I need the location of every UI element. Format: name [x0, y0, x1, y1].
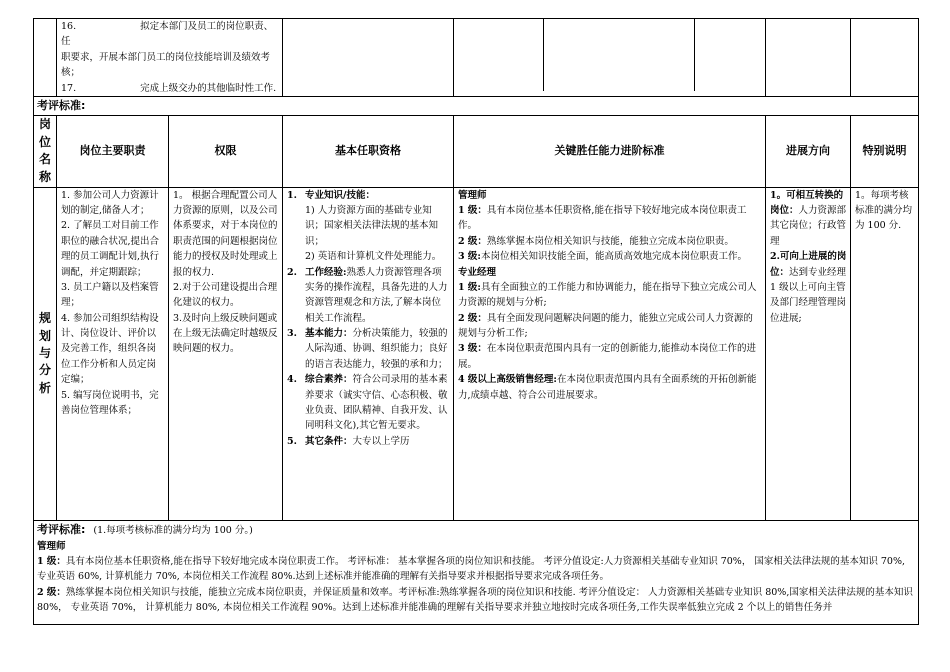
bottom-eval-cell [34, 520, 919, 624]
notes-cell [851, 187, 919, 520]
header-competency: 关键胜任能力进阶标准 [454, 115, 766, 187]
item-16-text: 拟定本部门及员工的岗位职责、任 [61, 21, 274, 48]
notes-text: 1。每项考核标准的满分均为 100 分. [855, 189, 913, 232]
manager-level-1-text: 具有本岗位基本任职资格,能在指导下较好地完成本岗位职责工作。 [458, 205, 747, 232]
job-description-table [33, 18, 919, 625]
qual-3-title: 基本能力： [305, 328, 353, 340]
qual-1-b: 2) 英语和计算机文件处理能力。 [305, 251, 442, 263]
competency-cell [454, 187, 766, 520]
header-qualification: 基本任职资格 [283, 115, 454, 187]
qualification-cell: 1. 专业知识/技能： 1) 人力资源方面的基础专业知识；国家相关法律法规的基本知识； 2) 英语和计算机文件处理能力。 2. 工作经验:熟悉人力资源管理各项实务的操作流程，具备先进的人力资源管理观念和方法,了解本岗位相关工作流程。 3. 基本能力：分析决策能力，较强的人际沟通、协调、组织能力；良好的语言表达能力，较强的承和力； 4. 综合素养：符合公司录用的基本素养要求（诚实守信、心态积极、敬业负责、团队精神、自我开发、认同明科文化),其它暂无要求。 5. 其它条件：大专以上学历 [283, 187, 454, 520]
duty-item: 4. 参加公司组织结构设计、岗位设计、评价以及完善工作，组织各岗位工作分析和人员定岗定编； [61, 312, 159, 386]
pro-level-3-text: 在本岗位职责范围内具有一定的创新能力,能推动本岗位工作的进展。 [458, 343, 756, 370]
continuation-row [34, 19, 919, 97]
authority-item: 1。 根据合理配置公司人力资源的原则，以及公司体系要求，对于本岗位的职责范围的问题根据岗位能力的授权及时处理或上报的权力. [173, 189, 278, 278]
bottom-level-1-text: 具有本岗位基本任职资格,能在指导下较好地完成本岗位职责工作。 考评标准： 基本掌握各项的岗位知识和技能。 考评分值设定:人力资源相关基础专业知识 70%， 国家相关法律法规的基本知识 70%, 专业英语 60%, 计算机能力 70%, 本岗位相关工作流程 80%.达到上述标准并能准确的理解有关指导要求并根据指导要求完成各项任务。 [37, 555, 906, 583]
bottom-eval-row [34, 520, 919, 624]
eval-standard-label: 考评标准: [34, 96, 919, 115]
manager-title: 管理师 [458, 189, 487, 201]
content-row [34, 187, 919, 520]
pro-level-2-text: 具有全面发现问题解决问题的能力，能独立完成公司人力资源的规划与分析工作; [458, 312, 753, 340]
pro-level-2-label: 2 级： [458, 312, 487, 324]
item-16-text-end: 核； [61, 67, 81, 79]
post-name-cell: 规划与分析 [34, 187, 57, 520]
qual-3-text: 分析决策能力，较强的人际沟通、协调、组织能力；良好的语言表达能力，较强的承和力； [305, 328, 448, 370]
qual-2-text: 熟悉人力资源管理各项实务的操作流程，具备先进的人力资源管理观念和方法,了解本岗位相关工作流程。 [305, 266, 448, 324]
duty-item: 5. 编写岗位说明书，完善岗位管理体系； [61, 389, 159, 416]
manager-level-1-label: 1 级： [458, 205, 487, 217]
manager-level-2-text: 熟练掌握本岗位相关知识与技能，能独立完成本岗位职责。 [486, 235, 734, 247]
pro-level-4-text: 在本岗位职责范围内具有全面系统的开拓创新能力,成绩卓越、符合公司进展要求。 [458, 374, 757, 401]
header-notes: 特别说明 [851, 115, 919, 187]
authority-item: 3.及时向上级反映问题或在上级无法确定时越级反映问题的权力。 [173, 312, 278, 355]
header-authority: 权限 [169, 115, 283, 187]
document-page [33, 18, 918, 625]
progression-cell [766, 187, 851, 520]
header-row [34, 115, 919, 187]
bottom-level-1-label: 1 级： [37, 555, 66, 567]
authority-cell [169, 187, 283, 520]
pro-level-1-text: 具有全面独立的工作能力和协调能力，能在指导下独立完成公司人力资源的规划与分析; [458, 281, 757, 309]
progression-1-text: 人力资源部其它岗位；行政管理 [770, 205, 847, 247]
continued-duties-cell [57, 19, 283, 97]
qual-4-text: 符合公司录用的基本素养要求（诚实守信、心态积极、敬业负责、团队精神、自我开发、认同明科文化),其它暂无要求。 [305, 374, 448, 432]
progression-1-label: 1。可相互转换的岗位： [770, 189, 844, 217]
item-17-number: 17. [61, 82, 77, 94]
duty-item: 1. 参加公司人力资源计划的制定,储备人才； [61, 189, 159, 217]
pro-level-4-label: 4 级以上高级销售经理: [458, 374, 557, 386]
qual-5-text: 大专以上学历 [352, 435, 410, 447]
authority-item: 2.对于公司建设提出合理化建议的权力。 [173, 281, 278, 309]
pro-level-1-label: 1 级: [458, 281, 481, 293]
qual-2-title: 工作经验: [305, 266, 347, 278]
bottom-eval-label: 考评标准: [37, 522, 86, 536]
pro-manager-title: 专业经理 [458, 266, 497, 278]
pro-level-3-label: 3 级： [458, 343, 487, 355]
qual-1-a: 1) 人力资源方面的基础专业知识；国家相关法律法规的基本知识； [305, 205, 439, 247]
item-17-text: 完成上级交办的其他临时性工作. [140, 82, 277, 94]
header-duties: 岗位主要职责 [57, 115, 169, 187]
duty-item: 3. 员工户籍以及档案管理； [61, 281, 159, 309]
qual-4-title: 综合素养： [305, 374, 353, 386]
header-post-name: 岗位名称 [34, 115, 57, 187]
bottom-level-2-label: 2 级： [37, 586, 66, 598]
bottom-level-2-text: 熟练掌握本岗位相关知识与技能，能独立完成本岗位职责，并保证质量和效率。考评标准:熟练掌握各项的岗位知识和技能. 考评分值设定： 人力资源相关基础专业知识 80%,国家相关法律法规的基本知识 80%， 专业英语 70%， 计算机能力 80%, 本岗位相关工作流程 90%。达到上述标准并能准确的理解有关指导要求并独立地按时完成各项任务,工作失误率低独立完成 2 个以上的销售任务并 [37, 586, 913, 613]
bottom-manager-title: 管理师 [37, 540, 66, 552]
item-16-number: 16. [61, 21, 77, 32]
manager-level-3-label: 3 级: [458, 251, 481, 263]
progression-2-text: 达到专业经理 1 级以上可向主管及部门经理管理岗位进展; [770, 266, 847, 324]
duty-item: 2. 了解员工对目前工作职位的融合状况,提出合理的员工调配计划,执行调配，并定期跟踪； [61, 220, 160, 278]
progression-2-label: 2.可向上进展的岗位： [770, 251, 847, 278]
duties-cell [57, 187, 169, 520]
bottom-eval-note: (1.每项考核标准的满分均为 100 分。) [93, 524, 253, 536]
qual-1-title: 专业知识/技能： [305, 189, 375, 201]
manager-level-2-label: 2 级： [458, 235, 487, 247]
header-progression: 进展方向 [766, 115, 851, 187]
qual-5-title: 其它条件： [305, 435, 353, 447]
item-16-text-cont: 职要求，开展本部门员工的岗位技能培训及绩效考 [61, 51, 271, 63]
manager-level-3-text: 本岗位相关知识技能全面，能高质高效地完成本岗位职责工作。 [480, 251, 747, 263]
